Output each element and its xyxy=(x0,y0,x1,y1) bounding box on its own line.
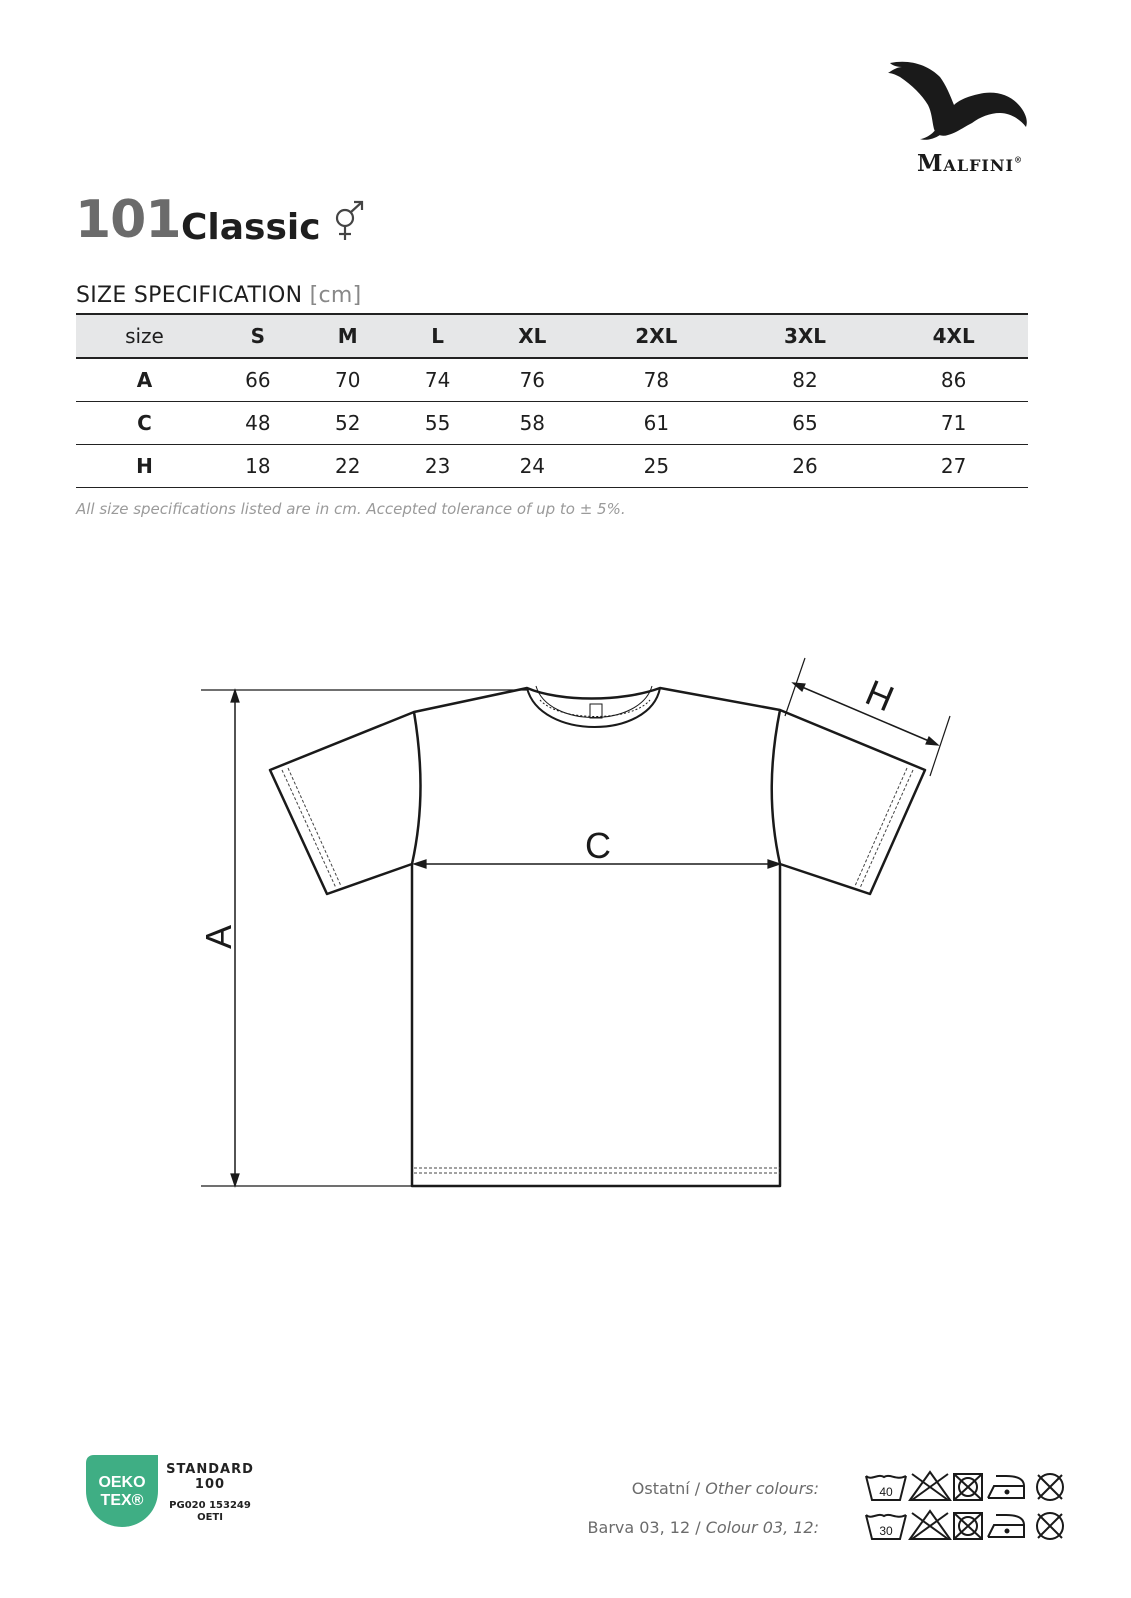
table-cell: 48 xyxy=(213,402,303,445)
care-label-cz: Barva 03, 12 / xyxy=(587,1518,701,1537)
tshirt-diagram xyxy=(0,640,1131,1220)
product-name: Classic xyxy=(181,207,321,248)
care-label-cz: Ostatní / xyxy=(631,1479,701,1498)
header-size: XL xyxy=(483,314,582,358)
header-size: M xyxy=(303,314,393,358)
table-cell: 55 xyxy=(393,402,483,445)
no-dry-clean-icon xyxy=(1037,1513,1063,1539)
table-row xyxy=(76,445,1028,488)
row-label: C xyxy=(76,402,213,445)
table-cell: 78 xyxy=(582,358,731,402)
left-sleeve xyxy=(270,712,414,894)
oeko-number: 100 xyxy=(194,1477,226,1492)
size-header-row xyxy=(76,314,1028,358)
table-cell: 58 xyxy=(483,402,582,445)
header-size: L xyxy=(393,314,483,358)
oeko-code-block xyxy=(160,1500,260,1524)
wash-temp-label: 40 xyxy=(879,1485,893,1499)
table-cell: 25 xyxy=(582,445,731,488)
header-size: 2XL xyxy=(582,314,731,358)
oeko-logo-line2: TEX® xyxy=(100,1492,144,1509)
brand-registered-mark: ® xyxy=(1014,154,1024,165)
brand-wordmark xyxy=(875,150,1065,177)
oeko-standard: STANDARD xyxy=(166,1462,254,1477)
spec-heading-text: SIZE SPECIFICATION xyxy=(76,283,303,308)
care-icons-row-2 xyxy=(864,1509,1074,1543)
table-row xyxy=(76,402,1028,445)
spec-unit: [cm] xyxy=(309,283,362,308)
no-tumble-dry-icon xyxy=(954,1513,982,1539)
tolerance-note: All size specifications listed are in cm. Accepted tolerance of up to ± 5%. xyxy=(76,500,626,518)
wash-temp-label: 30 xyxy=(879,1524,893,1538)
iron-low-icon xyxy=(988,1476,1024,1498)
oeko-standard-block xyxy=(160,1462,260,1492)
right-sleeve xyxy=(780,710,925,894)
product-code: 101 xyxy=(75,190,181,250)
row-label: A xyxy=(76,358,213,402)
no-tumble-dry-icon xyxy=(954,1474,982,1500)
table-cell: 23 xyxy=(393,445,483,488)
brand-name: Malfini xyxy=(916,150,1015,177)
table-cell: 86 xyxy=(879,358,1028,402)
header-size: 3XL xyxy=(731,314,880,358)
table-cell: 71 xyxy=(879,402,1028,445)
unisex-icon xyxy=(330,200,370,246)
oeko-logo-line1: OEKO xyxy=(98,1474,146,1491)
row-label: H xyxy=(76,445,213,488)
oeko-code: PG020 153249 xyxy=(169,1500,251,1511)
header-size: S xyxy=(213,314,303,358)
table-cell: 66 xyxy=(213,358,303,402)
no-bleach-icon xyxy=(910,1511,950,1539)
table-cell: 24 xyxy=(483,445,582,488)
dimension-a-label: A xyxy=(198,924,239,950)
size-table xyxy=(76,313,1028,488)
table-cell: 76 xyxy=(483,358,582,402)
table-cell: 52 xyxy=(303,402,393,445)
no-bleach-icon xyxy=(910,1472,950,1500)
table-cell: 18 xyxy=(213,445,303,488)
table-cell: 61 xyxy=(582,402,731,445)
table-cell: 74 xyxy=(393,358,483,402)
size-spec-heading xyxy=(76,283,362,308)
dimension-h-label: H xyxy=(859,671,900,720)
tshirt-outline xyxy=(412,688,780,1186)
oeko-institute: OETI xyxy=(197,1512,223,1523)
table-row xyxy=(76,358,1028,402)
table-cell: 70 xyxy=(303,358,393,402)
table-cell: 22 xyxy=(303,445,393,488)
care-label-en: Other colours: xyxy=(705,1479,819,1498)
header-size-label: size xyxy=(76,314,213,358)
iron-low-icon xyxy=(988,1515,1024,1537)
table-cell: 26 xyxy=(731,445,880,488)
table-cell: 65 xyxy=(731,402,880,445)
care-label-en: Colour 03, 12: xyxy=(705,1518,819,1537)
oeko-tex-text xyxy=(160,1462,260,1524)
table-cell: 27 xyxy=(879,445,1028,488)
oeko-tex-badge xyxy=(86,1455,158,1527)
header-size: 4XL xyxy=(879,314,1028,358)
no-dry-clean-icon xyxy=(1037,1474,1063,1500)
table-cell: 82 xyxy=(731,358,880,402)
care-row-colour-03-12 xyxy=(588,1518,819,1537)
dimension-c-label: C xyxy=(585,825,611,866)
care-row-other-colours xyxy=(632,1479,819,1498)
care-icons-row-1 xyxy=(864,1470,1074,1504)
